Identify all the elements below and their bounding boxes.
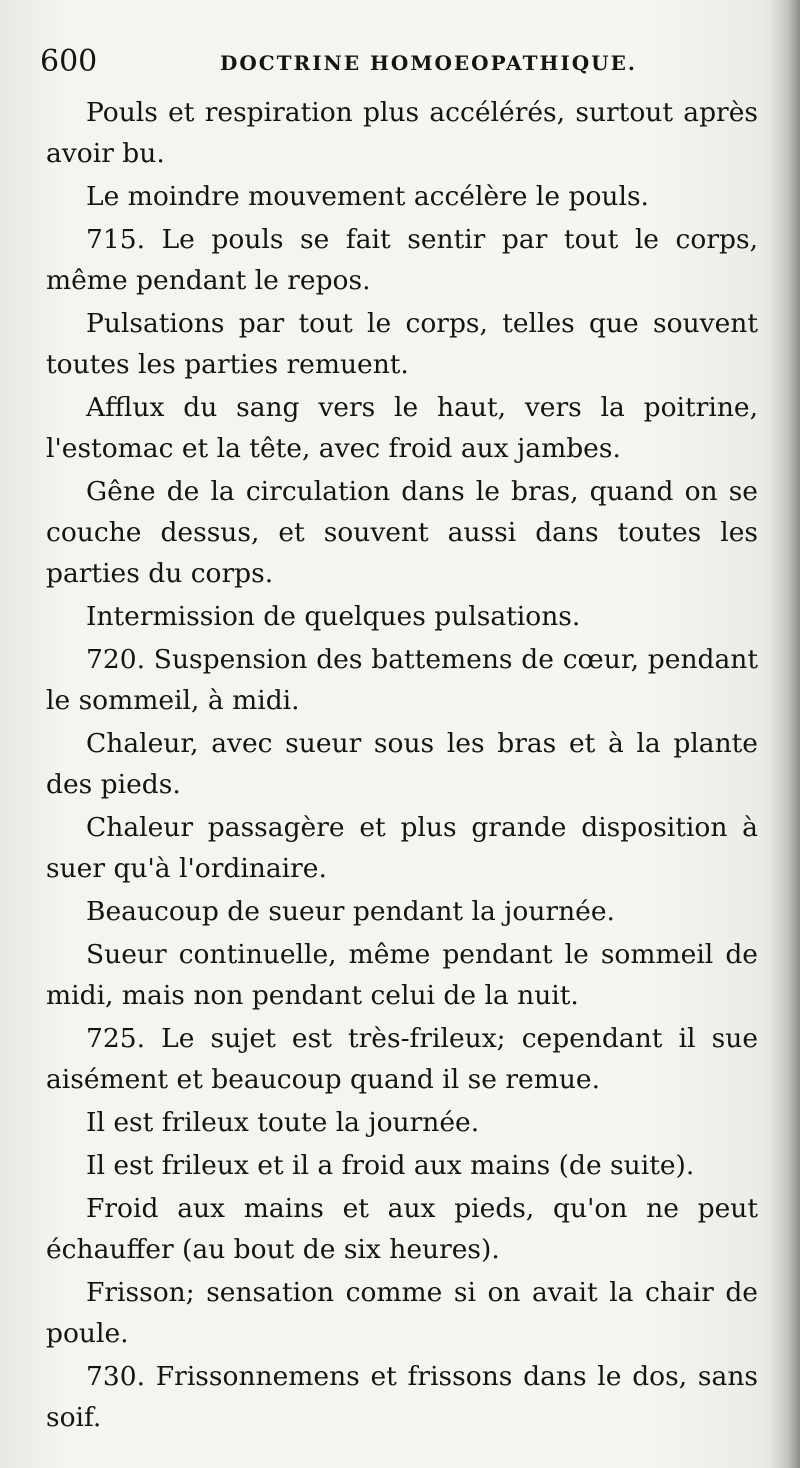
paragraph: Chaleur, avec sueur sous les bras et à la plante des pieds. <box>46 728 758 800</box>
paragraph: Le moindre mouvement accélère le pouls. <box>86 181 649 212</box>
paragraph: 725. Le sujet est très-frileux; cependant il sue aisément et beaucoup quand il se remue. <box>46 1023 758 1095</box>
paragraph: Pouls et respiration plus accélérés, surtout après avoir bu. <box>46 97 758 169</box>
paragraph: 730. Frissonnemens et frissons dans le dos, sans soif. <box>46 1361 758 1433</box>
paragraph: Gêne de la circulation dans le bras, quand on se couche dessus, et souvent aussi dans toutes les parties du corps. <box>46 476 758 589</box>
paragraph: Frisson; sensation comme si on avait la chair de poule. <box>46 1277 758 1349</box>
paragraph: Sueur continuelle, même pendant le sommeil de midi, mais non pendant celui de la nuit. <box>46 939 758 1011</box>
page-gutter-shadow <box>770 0 800 1468</box>
paragraph: Il est frileux toute la journée. <box>86 1107 480 1138</box>
paragraph: 720. Suspension des battemens de cœur, pendant le sommeil, à midi. <box>46 644 758 716</box>
paragraph: Afflux du sang vers le haut, vers la poitrine, l'estomac et la tête, avec froid aux jambes. <box>46 392 758 464</box>
paragraph: Intermission de quelques pulsations. <box>86 601 581 632</box>
paragraph: Chaleur passagère et plus grande disposition à suer qu'à l'ordinaire. <box>46 812 758 884</box>
running-title: DOCTRINE HOMOEOPATHIQUE. <box>220 51 637 75</box>
page-header <box>40 44 760 80</box>
paragraph: Froid aux mains et aux pieds, qu'on ne peut échauffer (au bout de six heures). <box>46 1193 758 1265</box>
paragraph: Beaucoup de sueur pendant la journée. <box>86 896 615 927</box>
paragraph: Il est frileux et il a froid aux mains (de suite). <box>86 1150 695 1181</box>
paragraph: 715. Le pouls se fait sentir par tout le corps, même pendant le repos. <box>46 224 758 296</box>
paragraph: Pulsations par tout le corps, telles que souvent toutes les parties remuent. <box>46 308 758 380</box>
page-number: 600 <box>40 44 98 79</box>
body-text <box>46 92 758 1438</box>
